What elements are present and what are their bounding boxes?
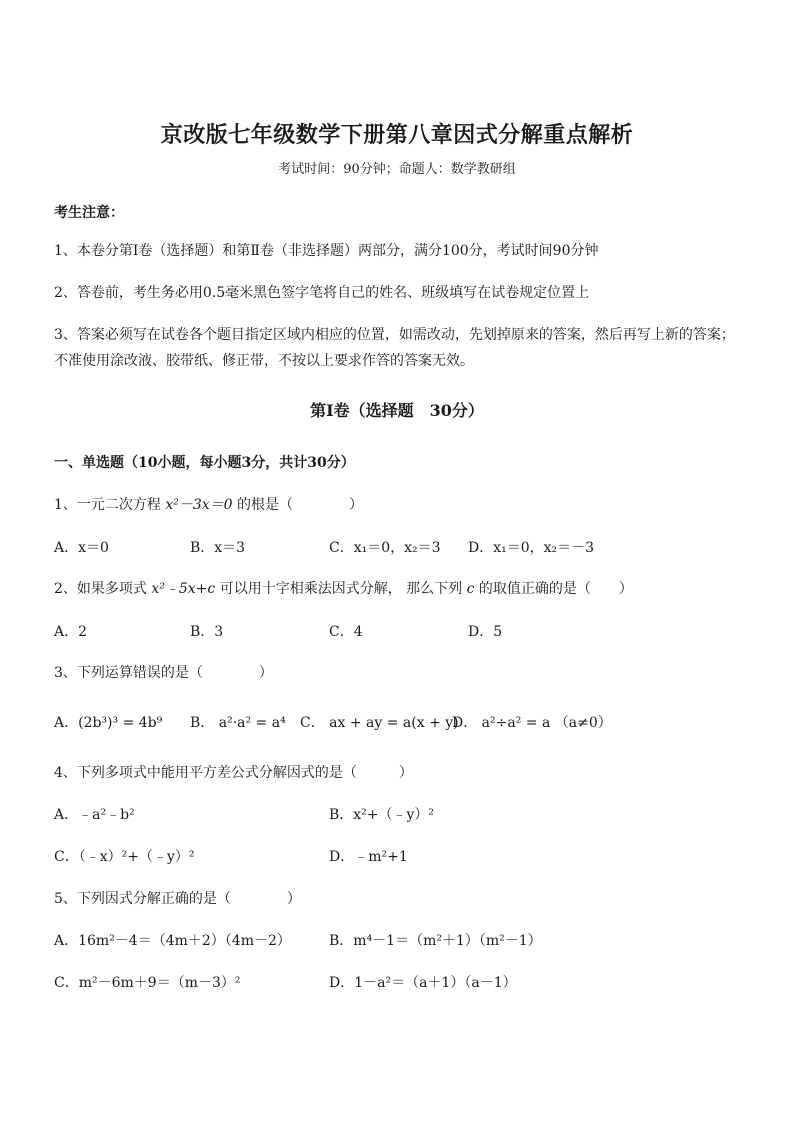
page-title: 京改版七年级数学下册第八章因式分解重点解析: [160, 122, 634, 148]
question-3-option-d: D． a²÷a² = a （a≠0）: [452, 715, 612, 731]
question-1-equation: x²－3x＝0: [165, 497, 233, 513]
question-4-option-c: C．（﹣x）²+（﹣y）²: [54, 849, 195, 865]
question-1-option-a: A．x＝0: [54, 540, 109, 556]
notice-item-2: 2、答卷前，考生务必用0.5毫米黑色签字笔将自己的姓名、班级填写在试卷规定位置上: [54, 285, 590, 301]
notice-item-1: 1、本卷分第Ⅰ卷（选择题）和第Ⅱ卷（非选择题）两部分，满分100分，考试时间90分钟: [54, 243, 599, 259]
question-4-option-b: B．x²+（﹣y）²: [329, 807, 435, 823]
question-2-option-d: D．5: [468, 624, 503, 640]
question-3-option-a: A．(2b³)³ = 4b⁹: [54, 715, 163, 731]
question-1-option-b: B．x＝3: [190, 540, 246, 556]
question-4-stem: 4、下列多项式中能用平方差公式分解因式的是（ ）: [54, 765, 413, 781]
question-5-stem: 5、下列因式分解正确的是（ ）: [54, 891, 301, 907]
question-1-option-d: D．x₁＝0，x₂＝－3: [468, 540, 595, 556]
question-2-polynomial: x²﹣5x+c: [151, 581, 216, 597]
part-title: 一、单选题（10小题，每小题3分，共计30分）: [54, 455, 355, 471]
question-3-stem: 3、下列运算错误的是（ ）: [54, 665, 273, 681]
question-3-option-b: B． a²·a² = a⁴: [190, 715, 286, 731]
question-5-option-a: A．16m²－4＝（4m＋2）（4m－2）: [54, 933, 291, 949]
question-2-option-c: C．4: [329, 624, 363, 640]
notice-item-3: 3、答案必须写在试卷各个题目指定区域内相应的位置，如需改动，先划掉原来的答案，然后再写上新的答案；不准使用涂改液、胶带纸、修正带，不按以上要求作答的答案无效。: [54, 327, 735, 369]
question-5-option-b: B．m⁴－1＝（m²＋1）（m²－1）: [329, 933, 542, 949]
section-title: 第Ⅰ卷（选择题 30分）: [310, 401, 484, 420]
question-5-option-d: D．1－a²＝（a＋1）（a－1）: [329, 975, 517, 991]
question-2-option-a: A．2: [54, 624, 88, 640]
question-1-stem: 1、一元二次方程 x²－3x＝0 的根是（ ）: [54, 497, 364, 513]
exam-info: 考试时间：90分钟；命题人：数学教研组: [278, 162, 516, 177]
notice-heading: 考生注意：: [54, 205, 124, 221]
question-2-option-b: B．3: [190, 624, 224, 640]
question-1-option-c: C．x₁＝0，x₂＝3: [329, 540, 441, 556]
question-5-option-c: C．m²－6m＋9＝（m－3）²: [54, 975, 241, 991]
question-4-option-a: A．﹣a²﹣b²: [54, 807, 135, 823]
question-3-option-c: C． ax + ay = a(x + y): [300, 715, 459, 731]
question-2-stem: 2、如果多项式 x²﹣5x+c 可以用十字相乘法因式分解， 那么下列 c 的取值正确的是（ ）: [54, 581, 633, 597]
question-4-option-d: D．﹣m²+1: [329, 849, 408, 865]
